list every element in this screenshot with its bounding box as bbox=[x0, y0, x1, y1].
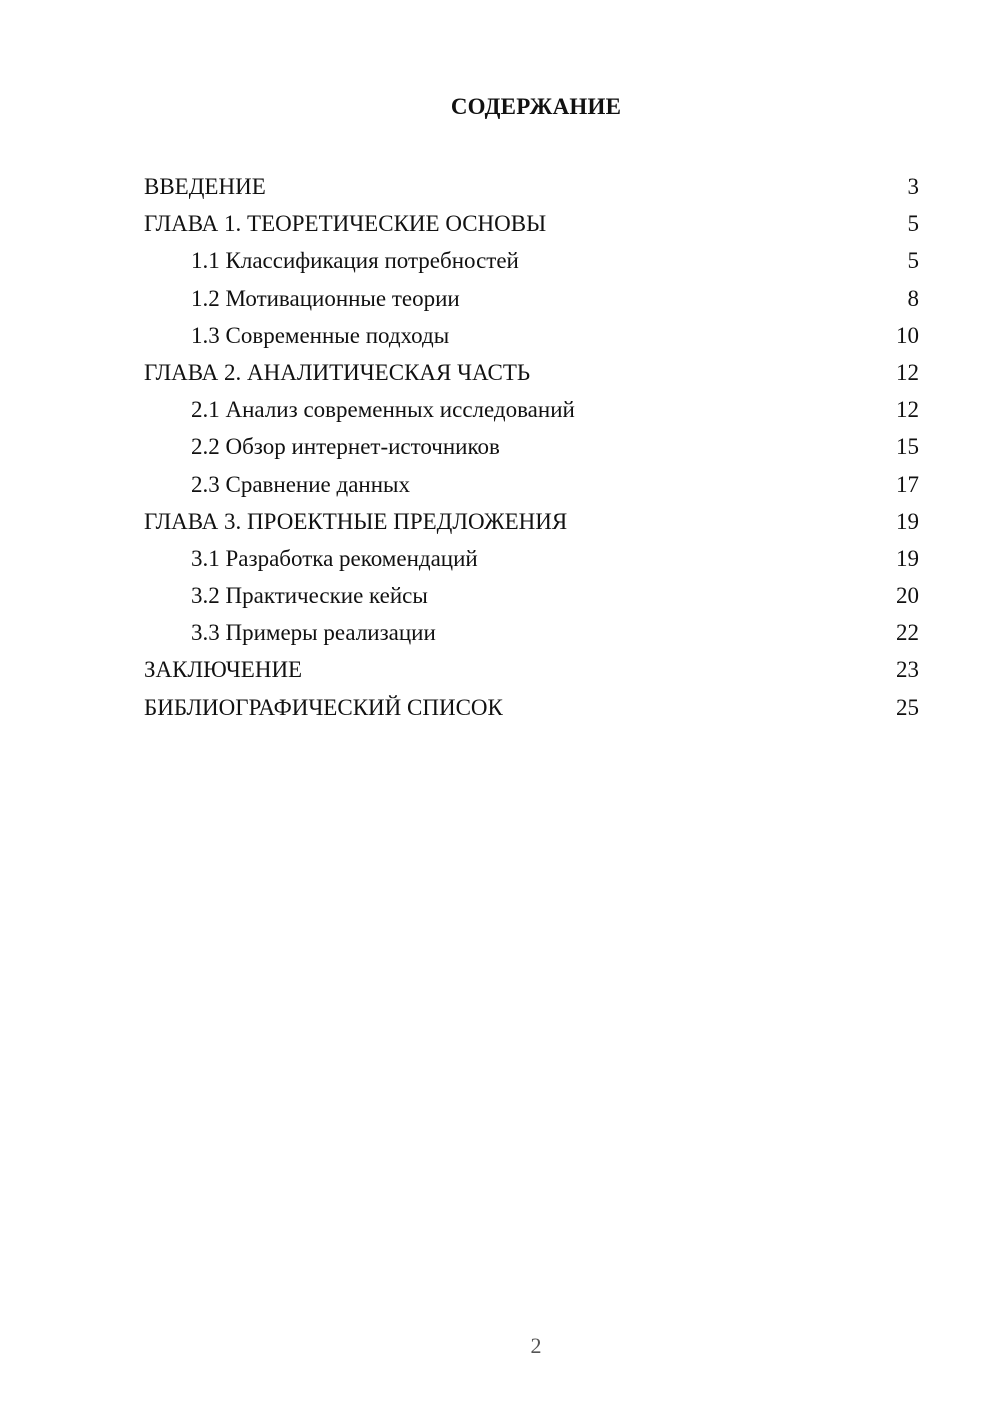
toc-entry-page: 12 bbox=[896, 359, 919, 385]
toc-entry-page: 23 bbox=[896, 657, 919, 683]
toc-entry-label: БИБЛИОГРАФИЧЕСКИЙ СПИСОК bbox=[144, 694, 503, 720]
toc-subentry-label: 1.3 Современные подходы bbox=[191, 322, 450, 348]
toc-subentry-page: 22 bbox=[896, 620, 919, 646]
toc-subentry-label: 1.1 Классификация потребностей bbox=[191, 248, 519, 274]
toc-subentry-page: 10 bbox=[896, 322, 919, 348]
toc-entry[interactable] bbox=[144, 168, 919, 205]
toc-subentry[interactable] bbox=[144, 242, 919, 279]
page-number: 2 bbox=[530, 1333, 542, 1358]
toc-entry-page: 19 bbox=[896, 508, 919, 534]
toc-subentry[interactable] bbox=[144, 540, 919, 577]
toc-entry-label: ГЛАВА 3. ПРОЕКТНЫЕ ПРЕДЛОЖЕНИЯ bbox=[144, 508, 568, 534]
toc-entry-label: ЗАКЛЮЧЕНИЕ bbox=[144, 657, 303, 683]
toc-subentry-page: 19 bbox=[896, 545, 919, 571]
toc-entry-label: ГЛАВА 1. ТЕОРЕТИЧЕСКИЕ ОСНОВЫ bbox=[144, 211, 547, 237]
toc-entry-page: 25 bbox=[896, 694, 919, 720]
toc-entry-page: 5 bbox=[907, 211, 919, 237]
toc-subentry-page: 20 bbox=[896, 583, 919, 609]
toc-entry[interactable] bbox=[144, 354, 919, 391]
toc-subentry[interactable] bbox=[144, 280, 919, 317]
toc-subentry[interactable] bbox=[144, 428, 919, 465]
toc-entry[interactable] bbox=[144, 651, 919, 688]
toc-entry[interactable] bbox=[144, 503, 919, 540]
toc-subentry-label: 3.3 Примеры реализации bbox=[191, 620, 436, 646]
toc-subentry-page: 12 bbox=[896, 397, 919, 423]
toc-subentry[interactable] bbox=[144, 466, 919, 503]
toc-subentry-label: 1.2 Мотивационные теории bbox=[191, 285, 460, 311]
toc-subentry-page: 8 bbox=[907, 285, 919, 311]
toc-entry-label: ГЛАВА 2. АНАЛИТИЧЕСКАЯ ЧАСТЬ bbox=[144, 359, 531, 385]
toc-entry[interactable] bbox=[144, 205, 919, 242]
toc-subentry-label: 3.2 Практические кейсы bbox=[191, 583, 428, 609]
toc-entry-label: ВВЕДЕНИЕ bbox=[144, 174, 266, 199]
page-title: СОДЕРЖАНИЕ bbox=[450, 94, 622, 119]
toc-subentry[interactable] bbox=[144, 614, 919, 651]
toc-subentry-label: 2.1 Анализ современных исследований bbox=[191, 397, 575, 423]
toc-subentry[interactable] bbox=[144, 317, 919, 354]
table-of-contents bbox=[144, 168, 919, 726]
toc-subentry-label: 2.3 Сравнение данных bbox=[191, 471, 410, 497]
toc-subentry-label: 3.1 Разработка рекомендаций bbox=[191, 545, 478, 571]
toc-subentry-page: 17 bbox=[896, 471, 919, 497]
toc-subentry[interactable] bbox=[144, 391, 919, 428]
toc-subentry-page: 5 bbox=[907, 248, 919, 274]
toc-entry[interactable] bbox=[144, 689, 919, 726]
toc-entry-page: 3 bbox=[907, 174, 919, 199]
toc-subentry-label: 2.2 Обзор интернет-источников bbox=[191, 434, 500, 460]
toc-subentry-page: 15 bbox=[896, 434, 919, 460]
toc-subentry[interactable] bbox=[144, 577, 919, 614]
